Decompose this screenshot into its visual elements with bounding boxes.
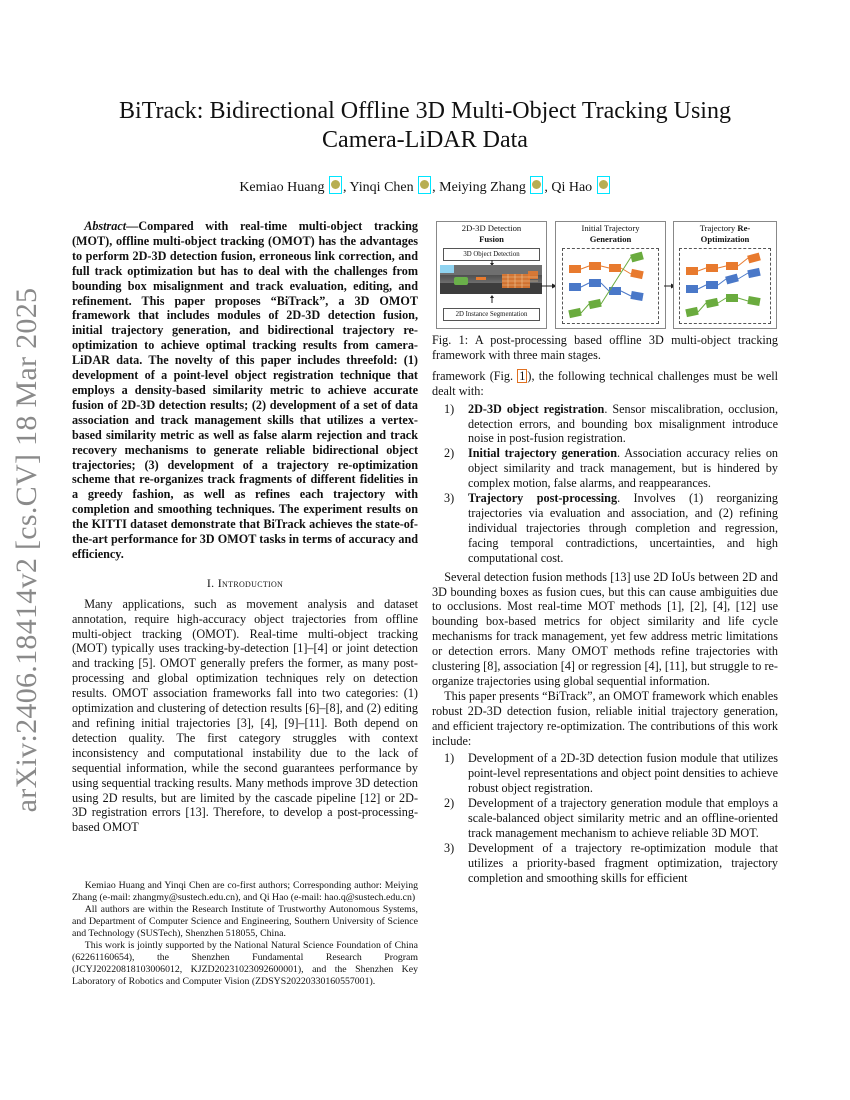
title-line-1: BiTrack: Bidirectional Offline 3D Multi-Object Tracking Using	[119, 98, 731, 124]
section-heading-introduction	[72, 576, 418, 591]
trajectory-link	[718, 298, 726, 303]
list-number: 2)	[444, 796, 455, 811]
figure-caption: Fig. 1: A post-processing based offline 3D multi-object tracking framework with three main stages.	[432, 333, 778, 362]
author-name: Kemiao Huang	[239, 180, 325, 195]
list-item-title: 2D-3D object registration	[468, 401, 605, 416]
detection-box	[706, 281, 718, 289]
list-item-title: Trajectory post-processing	[468, 491, 618, 506]
author-list	[100, 176, 750, 197]
list-number: 3)	[444, 491, 455, 506]
detection-box	[705, 298, 718, 308]
list-number: 2)	[444, 446, 455, 461]
list-item-text: Development of a trajectory generation module that employs a scale-balanced object similarity metric and an offline-oriented track management mechanism to achieve reliable 3D MOT.	[468, 796, 778, 840]
trajectory-link	[581, 304, 589, 313]
trajectory-link	[738, 258, 748, 266]
orcid-icon[interactable]	[329, 176, 342, 194]
trajectory-link	[621, 291, 631, 296]
list-number: 1)	[444, 401, 455, 416]
list-item	[432, 751, 778, 796]
list-item-text: . Association accuracy relies on object similarity and track management, but is hindered by complex motion, false alarms, and reappearances.	[468, 446, 779, 491]
trajectory-area	[562, 248, 659, 324]
detection-box	[747, 253, 761, 264]
abstract-text: Compared with real-time multi-object tracking (MOT), offline multi-object tracking (OMOT) has the advantages to perform 2D-3D detection fusion, erroneous link correction, and full track optimization but has to deal with the challenges from bounding box misalignment and track evaluation, editing, and refinement. This paper proposes “BiTrack”, a 3D OMOT framework that includes modules of 2D-3D detection fusion, initial trajectory generation, and bidirectional trajectory re-optimization to achieve optimal tracking results from camera-LiDAR data. The novelty of this paper includes threefold: (1) development of a point-level object registration technique that employs a density-based similarity metric to achieve accurate fusion of 2D-3D detection results; (2) development of a set of data association and track management skills that utilizes a vertex-based similarity metric as well as false alarm rejection and track recovery mechanisms to generate reliable bidirectional object trajectories; (3) development of a trajectory re-optimization scheme that re-organizes track fragments of different fidelities in a greedy fashion, as well as refines each trajectory with completion and smoothing techniques. The experiment results on the KITTI dataset demonstrate that BiTrack achieves the state-of-the-art performance for 3D OMOT tasks in terms of accuracy and efficiency.	[72, 219, 418, 561]
list-item-text: . Sensor miscalibration, occlusion, detection errors, and bounding box misalignment introduce noise in post-fusion registration.	[468, 401, 778, 446]
panel-title-bold: Optimization	[700, 234, 750, 244]
box-3d-object-detection: 3D Object Detection	[443, 248, 540, 261]
right-column	[432, 333, 778, 890]
detection-box	[588, 299, 601, 309]
author-name: Meiying Zhang	[439, 180, 526, 195]
challenges-list	[432, 402, 778, 566]
author-separator: ,	[544, 180, 552, 195]
arxiv-identifier[interactable]: arXiv:2406.18414v2 [cs.CV] 18 Mar 2025	[10, 287, 43, 813]
panel-title-bold: Generation	[589, 234, 632, 244]
arxiv-stamp	[2, 287, 52, 813]
panel-title-text: Trajectory	[699, 223, 738, 233]
list-item	[432, 402, 778, 447]
orcid-icon[interactable]	[530, 176, 543, 194]
trajectory-link	[581, 266, 589, 269]
footnotes	[72, 880, 418, 988]
list-item	[432, 796, 778, 841]
panel-title	[437, 223, 546, 245]
trajectory-link	[698, 303, 706, 312]
intro-paragraph: Many applications, such as movement analysis and dataset annotation, require high-accuracy object trajectories from offline multi-object tracking (OMOT). Real-time multi-object tracking (MOT) typically uses tracking-by-detection [1]–[4] or joint detection and tracking [5]. OMOT generally prefers the former, as many post-processing and global optimization techniques rely on detection results. OMOT association frameworks fall into two categories: (1) optimization and clustering of detection results [6]–[8], and (2) editing and refining initial trajectories [3], [4], [9]–[11]. Both depend on detection quality. The first category struggles with context inconsistency and computational instability due to the lack of sequential information, while the second guarantees performance by using sequential tracking results. Many methods improve 3D detection using 2D results, but are limited by the cascade pipeline [12] or 2D-3D registration errors [13]. Therefore, to develop a post-processing-based OMOT	[72, 596, 418, 835]
detection-box	[706, 264, 718, 272]
detection-box	[589, 262, 601, 270]
detection-box	[726, 262, 738, 270]
detection-box	[589, 279, 601, 287]
initial-trajectories-diagram	[563, 249, 658, 323]
footnote-funding: This work is jointly supported by the National Natural Science Foundation of China (62261160654), the Shenzhen Fundamental Research Program (JCYJ20220818103006012, KJZD20231023092600001), and the Shenzhen Key Laboratory of Robotics and Computer Vision (ZDSYS20220330160557001).	[72, 940, 418, 987]
trajectory-link	[601, 266, 609, 268]
trajectory-link	[581, 283, 589, 287]
section-number: I.	[206, 575, 215, 590]
detection-box	[686, 267, 698, 275]
panel-title	[674, 223, 776, 245]
list-item-text: Development of a trajectory re-optimization module that utilizes a priority-based fragment optimization, trajectory completion and smoothing skills for efficient	[468, 840, 778, 885]
trajectory-link	[738, 273, 748, 279]
figure-1	[436, 221, 776, 329]
detection-box	[569, 265, 581, 273]
footnote-authors: Kemiao Huang and Yinqi Chen are co-first authors; Corresponding author: Meiying Zhang (e-mail: zhangmy@sustech.edu.cn), and Qi Hao (e-mail: hao.q@sustech.edu.cn)	[72, 880, 418, 903]
list-item	[432, 841, 778, 886]
detection-box	[747, 296, 760, 306]
arrow-up-icon	[489, 295, 495, 303]
trajectory-link	[601, 283, 609, 291]
panel-title	[556, 223, 665, 245]
author-name: Qi Hao	[551, 180, 593, 195]
text-run: ), the following technical challenges must be well dealt with:	[432, 368, 779, 398]
panel-trajectory-reoptimization	[673, 221, 777, 329]
detection-box	[569, 283, 581, 291]
detection-box	[725, 274, 739, 285]
reoptimized-trajectories-diagram	[680, 249, 770, 323]
list-item-text: Development of a 2D-3D detection fusion module that utilizes point-level representations and object point densities to achieve robust object registration.	[468, 751, 778, 796]
list-number: 3)	[444, 840, 455, 855]
detection-box	[685, 307, 698, 317]
list-item	[432, 491, 778, 566]
title-line-2: Camera-LiDAR Data	[322, 127, 528, 153]
panel-title-text: Initial Trajectory	[581, 223, 640, 233]
detection-box	[686, 285, 698, 293]
orcid-icon[interactable]	[418, 176, 431, 194]
trajectory-link	[718, 279, 726, 285]
author-separator: ,	[342, 180, 350, 195]
panel-initial-trajectory	[555, 221, 666, 329]
detection-box	[609, 264, 621, 272]
list-number: 1)	[444, 751, 455, 766]
trajectory-link	[698, 268, 706, 271]
box-2d-instance-segmentation: 2D Instance Segmentation	[443, 308, 540, 321]
contributions-list	[432, 751, 778, 885]
detection-box	[630, 291, 643, 301]
detection-box	[630, 269, 643, 279]
detection-box	[726, 294, 738, 302]
text-run: framework (Fig.	[432, 368, 518, 383]
list-item-text: . Involves (1) reorganizing trajectories via evaluation and association, and (2) refining individual trajectories through completion and regression, facing temporal contradictions, uncertainties, and high computational cost.	[468, 491, 778, 565]
author-separator: ,	[432, 180, 440, 195]
trajectory-link	[718, 266, 726, 268]
panel-title-text: 2D-3D Detection	[461, 223, 522, 233]
section-title: Introduction	[217, 575, 284, 590]
detection-box	[568, 308, 581, 318]
list-item-title: Initial trajectory generation	[468, 446, 618, 461]
panel-detection-fusion	[436, 221, 547, 329]
detection-box	[630, 252, 644, 263]
trajectory-link	[698, 285, 706, 289]
abstract-dash: —	[126, 219, 139, 233]
abstract	[72, 219, 418, 562]
paragraph-related-work: Several detection fusion methods [13] use 2D IoUs between 2D and 3D bounding boxes as fusion cues, but this can cause ambiguities due to occlusions. Most real-time MOT methods [1], [2], [4], [12] use bounding box-based metrics for object similarity and life cycle mechanisms for track management, yet few address metric limitations or detection errors. Many OMOT methods refine trajectories with clustering [8], association [4] or regression [4], [11], but struggle to re-organize trajectories using global sequential information.	[432, 569, 778, 688]
footnote-affiliation: All authors are within the Research Institute of Trustworthy Autonomous Systems, and Department of Computer Science and Engineering, Southern University of Science and Technology (SUSTech), Shenzhen 518055, China.	[72, 904, 418, 939]
list-item	[432, 446, 778, 491]
author-name: Yinqi Chen	[349, 180, 414, 195]
trajectory-link	[738, 298, 748, 301]
panel-title-bold: Re-	[737, 223, 751, 233]
panel-title-bold: Fusion	[479, 234, 504, 244]
abstract-label: Abstract	[84, 219, 127, 233]
continuation-paragraph	[432, 369, 778, 399]
paper-title	[100, 97, 750, 155]
paragraph-contributions-intro: This paper presents “BiTrack”, an OMOT framework which enables robust 2D-3D detection fusion, reliable initial trajectory generation, and efficient trajectory re-optimization. The contributions of this work include:	[432, 688, 778, 748]
scene-illustration	[440, 265, 542, 294]
camera-lidar-scene-image	[440, 265, 542, 294]
figure-reference-link[interactable]: 1	[519, 368, 526, 383]
detection-box	[747, 268, 760, 278]
trajectory-area	[679, 248, 771, 324]
left-column	[72, 219, 418, 835]
orcid-icon[interactable]	[597, 176, 610, 194]
